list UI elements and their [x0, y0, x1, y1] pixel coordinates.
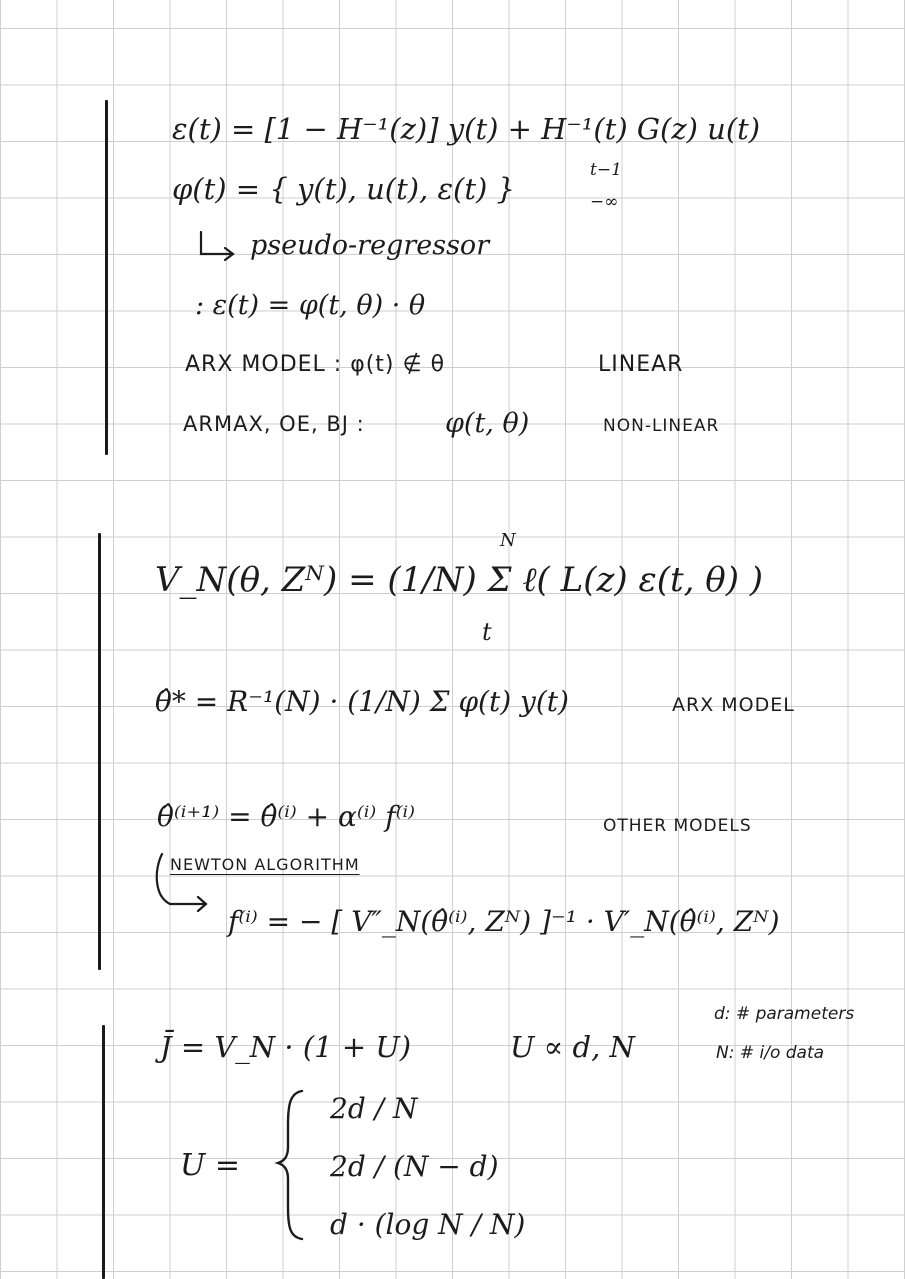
iterative-update-equation: θ̂⁽ⁱ⁺¹⁾ = θ̂⁽ⁱ⁾ + α⁽ⁱ⁾ f⁽ⁱ⁾	[157, 800, 415, 833]
nonlinear-regressor: φ(t, θ)	[445, 408, 530, 439]
u-equals-label: U =	[180, 1148, 240, 1183]
newton-arrow-icon	[148, 850, 218, 920]
cases-brace-icon	[272, 1085, 312, 1245]
regressor-upper-limit: t−1	[590, 160, 622, 180]
fpe-option: 2d / (N − d)	[330, 1150, 499, 1183]
armax-oe-bj-label: ARMAX, OE, BJ :	[183, 412, 365, 436]
n-definition-note: N: # i/o data	[716, 1043, 825, 1063]
linear-label: LINEAR	[598, 352, 684, 377]
pseudo-regressor-label: pseudo-regressor	[250, 230, 490, 261]
pseudo-linear-regression: : ε(t) = φ(t, θ) · θ	[195, 290, 426, 321]
mdl-option: d · (log N / N)	[330, 1208, 526, 1241]
non-linear-label: NON-LINEAR	[603, 416, 720, 436]
section-2-margin-bar	[98, 533, 101, 970]
arx-model-line: ARX MODEL : φ(t) ∉ θ	[185, 352, 446, 377]
cost-function-equation: V_N(θ, Zᴺ) = (1/N) Σ ℓ( L(z) ε(t, θ) )	[155, 560, 764, 600]
arx-estimate-equation: θ̂* = R⁻¹(N) · (1/N) Σ φ(t) y(t)	[155, 685, 569, 718]
section-3-margin-bar	[102, 1025, 105, 1279]
u-proportional-label: U ∝ d, N	[510, 1030, 635, 1064]
sum-lower-limit: t	[482, 618, 492, 646]
pseudo-regressor-arrow-icon	[195, 228, 245, 268]
regressor-equation: φ(t) = { y(t), u(t), ε(t) }	[172, 172, 516, 206]
newton-step-equation: f⁽ⁱ⁾ = − [ V″_N(θ̂⁽ⁱ⁾, Zᴺ) ]⁻¹ · V′_N(θ̂⁽ⁱ⁾, Zᴺ)	[228, 905, 780, 938]
arx-model-note: ARX MODEL	[672, 694, 795, 716]
regressor-lower-limit: −∞	[590, 192, 619, 212]
sum-upper-limit: N	[500, 530, 516, 551]
section-1-margin-bar	[105, 100, 108, 455]
prediction-error-equation: ε(t) = [1 − H⁻¹(z)] y(t) + H⁻¹(t) G(z) u(t)	[172, 112, 761, 146]
newton-algorithm-label: NEWTON ALGORITHM	[170, 855, 360, 874]
aic-option: 2d / N	[330, 1092, 418, 1125]
fpe-criterion-equation: J̄ = V_N · (1 + U)	[160, 1030, 412, 1064]
d-definition-note: d: # parameters	[714, 1004, 855, 1024]
other-models-note: OTHER MODELS	[603, 816, 752, 836]
